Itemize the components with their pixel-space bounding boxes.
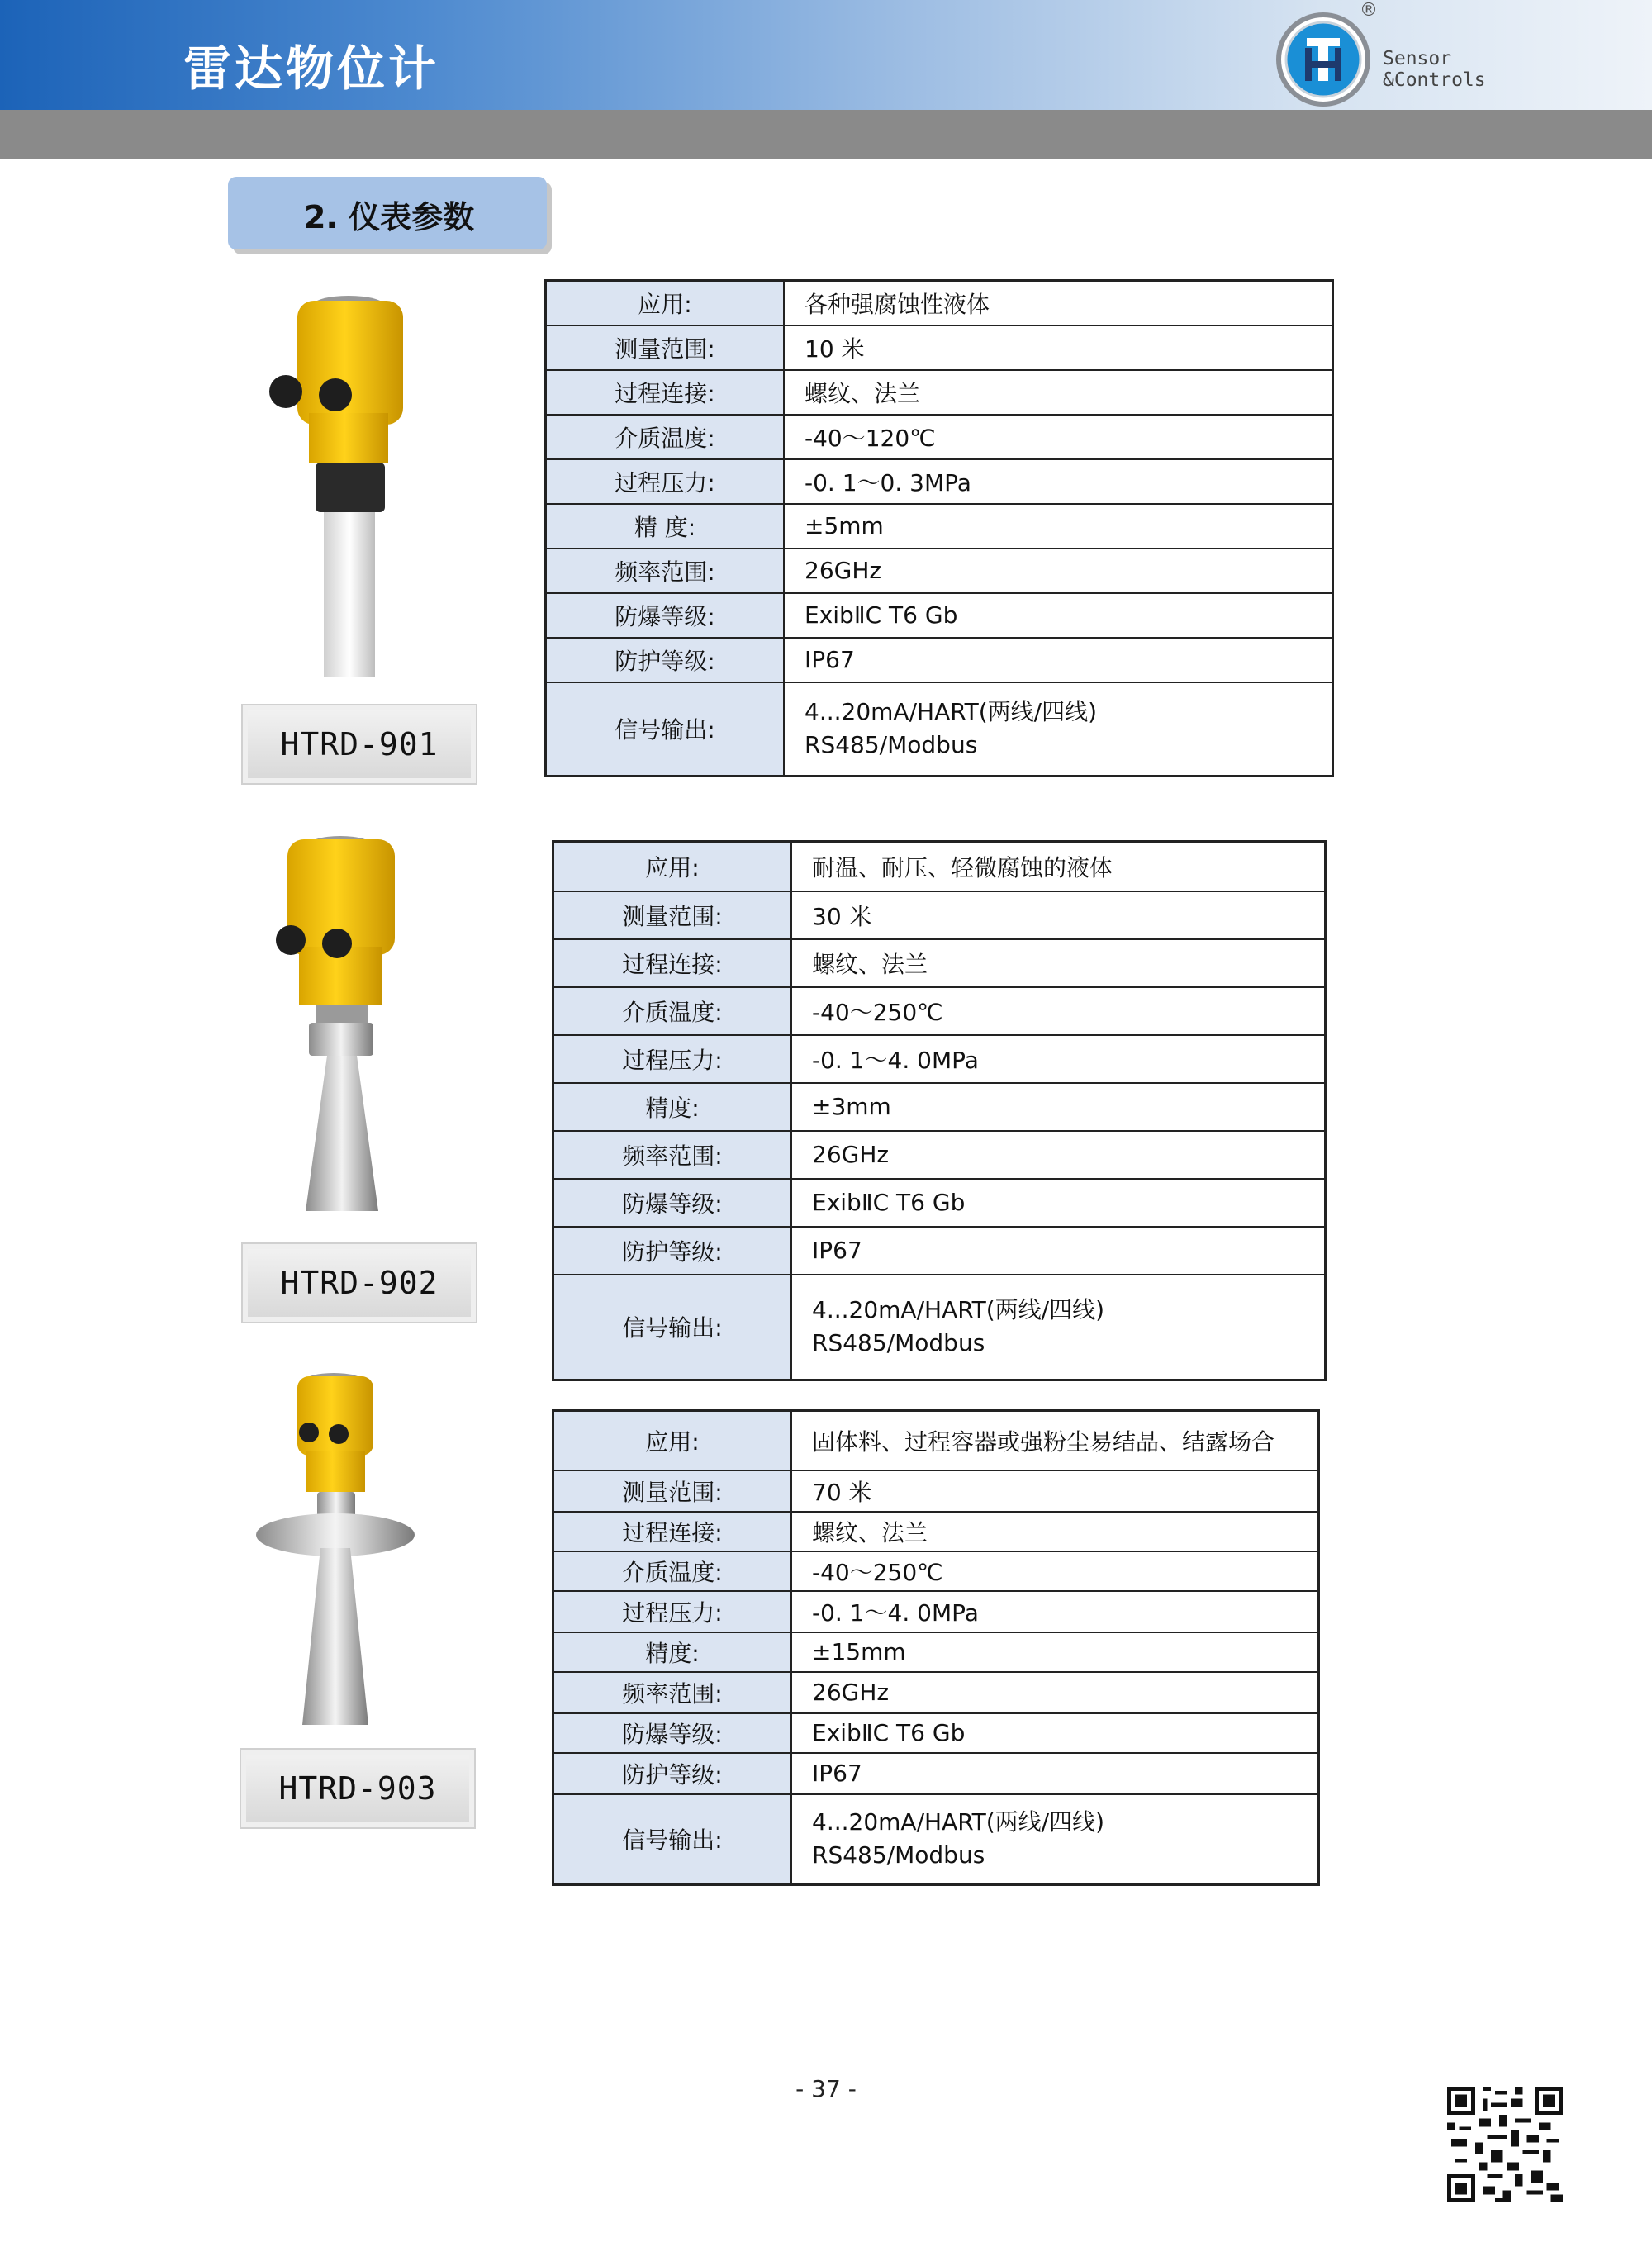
signal-output-line-1: 4...20mA/HART(两线/四线): [805, 698, 1098, 726]
spec-value: -0. 1～4. 0MPa: [791, 1591, 1319, 1632]
spec-label: 应用:: [553, 1411, 792, 1470]
table-row: [553, 1551, 1319, 1591]
spec-label: 防护等级:: [553, 1753, 792, 1794]
spec-value: -40～120℃: [784, 415, 1333, 459]
spec-label: 信号输出:: [553, 1275, 792, 1380]
table-row: [553, 1275, 1326, 1380]
section-heading: [228, 177, 547, 249]
spec-label: 应用:: [546, 281, 785, 325]
spec-label: 防爆等级:: [553, 1179, 792, 1227]
spec-label: 频率范围:: [553, 1672, 792, 1713]
table-row: [553, 1753, 1319, 1794]
table-row: [546, 593, 1333, 638]
spec-label: 信号输出:: [553, 1794, 792, 1885]
spec-label: 防爆等级:: [546, 593, 785, 638]
radar-sensor-903-image: [248, 1371, 421, 1731]
spec-value: 各种强腐蚀性液体: [784, 281, 1333, 325]
table-row: [546, 325, 1333, 370]
table-row: [553, 1035, 1326, 1083]
spec-value: 螺纹、法兰: [784, 370, 1333, 415]
brand-line-1: Sensor: [1383, 48, 1452, 69]
spec-value: [791, 1794, 1319, 1885]
table-row: [546, 638, 1333, 682]
signal-output-line-1: 4...20mA/HART(两线/四线): [812, 1808, 1105, 1836]
brand-line-2: &Controls: [1383, 69, 1486, 91]
page-number: - 37 -: [795, 2075, 857, 2102]
table-row: [553, 1632, 1319, 1672]
spec-value: 10 米: [784, 325, 1333, 370]
spec-value: IP67: [791, 1753, 1319, 1794]
spec-value: -0. 1～4. 0MPa: [791, 1035, 1326, 1083]
spec-value: ±5mm: [784, 504, 1333, 549]
spec-label: 过程压力:: [546, 459, 785, 504]
spec-label: 频率范围:: [553, 1131, 792, 1179]
model-label-903: HTRD-903: [241, 1750, 474, 1827]
spec-table-901: [544, 279, 1334, 777]
table-row: [553, 1227, 1326, 1275]
table-row: [553, 1713, 1319, 1753]
table-row: [546, 549, 1333, 593]
radar-sensor-901-image: [248, 289, 430, 686]
spec-table-902: [552, 840, 1327, 1381]
registered-mark: ®: [1360, 0, 1378, 21]
table-row: [546, 504, 1333, 549]
spec-value: ±3mm: [791, 1083, 1326, 1131]
spec-label: 介质温度:: [553, 987, 792, 1035]
table-row: [546, 370, 1333, 415]
spec-label: 过程连接:: [546, 370, 785, 415]
spec-label: 应用:: [553, 842, 792, 891]
brand-name: [1383, 48, 1486, 91]
spec-label: 过程连接:: [553, 939, 792, 987]
table-row: [553, 1794, 1319, 1885]
spec-table-903: [552, 1409, 1320, 1886]
spec-value: 26GHz: [791, 1131, 1326, 1179]
table-row: [553, 1083, 1326, 1131]
spec-label: 介质温度:: [546, 415, 785, 459]
table-row: [553, 939, 1326, 987]
spec-label: 防爆等级:: [553, 1713, 792, 1753]
table-row: [546, 281, 1333, 325]
table-row: [553, 1131, 1326, 1179]
spec-value: -40～250℃: [791, 1551, 1319, 1591]
spec-value: -0. 1～0. 3MPa: [784, 459, 1333, 504]
table-row: [553, 842, 1326, 891]
table-row: [553, 1591, 1319, 1632]
spec-value: 耐温、耐压、轻微腐蚀的液体: [791, 842, 1326, 891]
signal-output-line-1: 4...20mA/HART(两线/四线): [812, 1296, 1105, 1324]
table-row: [546, 682, 1333, 777]
page-title: 雷达物位计: [183, 40, 440, 97]
table-row: [546, 415, 1333, 459]
spec-label: 精度:: [553, 1083, 792, 1131]
spec-value: 26GHz: [791, 1672, 1319, 1713]
spec-value: ExibⅡC T6 Gb: [791, 1179, 1326, 1227]
spec-value: [791, 1275, 1326, 1380]
table-row: [553, 1179, 1326, 1227]
table-row: [553, 1470, 1319, 1512]
model-label-901: HTRD-901: [243, 705, 476, 783]
spec-value: -40～250℃: [791, 987, 1326, 1035]
spec-label: 测量范围:: [553, 891, 792, 939]
section-title: 2. 仪表参数: [304, 199, 475, 235]
spec-label: 过程连接:: [553, 1512, 792, 1551]
spec-label: 信号输出:: [546, 682, 785, 777]
spec-label: 测量范围:: [546, 325, 785, 370]
spec-label: 介质温度:: [553, 1551, 792, 1591]
spec-value: [784, 682, 1333, 777]
spec-label: 精度:: [553, 1632, 792, 1672]
spec-value: 螺纹、法兰: [791, 1512, 1319, 1551]
spec-label: 精 度:: [546, 504, 785, 549]
spec-value: 30 米: [791, 891, 1326, 939]
radar-sensor-902-image: [261, 831, 410, 1224]
company-logo-icon: [1275, 12, 1371, 107]
spec-label: 防护等级:: [553, 1227, 792, 1275]
spec-label: 过程压力:: [553, 1591, 792, 1632]
header-divider-band: [0, 110, 1652, 159]
spec-value: 26GHz: [784, 549, 1333, 593]
spec-value: ExibⅡC T6 Gb: [784, 593, 1333, 638]
table-row: [553, 891, 1326, 939]
table-row: [553, 1411, 1319, 1470]
spec-value: 螺纹、法兰: [791, 939, 1326, 987]
spec-value: ExibⅡC T6 Gb: [791, 1713, 1319, 1753]
spec-label: 频率范围:: [546, 549, 785, 593]
spec-value: 固体料、过程容器或强粉尘易结晶、结露场合: [791, 1411, 1319, 1470]
signal-output-line-2: RS485/Modbus: [812, 1329, 985, 1357]
spec-label: 过程压力:: [553, 1035, 792, 1083]
spec-value: IP67: [784, 638, 1333, 682]
table-row: [546, 459, 1333, 504]
signal-output-line-2: RS485/Modbus: [812, 1841, 985, 1869]
spec-label: 测量范围:: [553, 1470, 792, 1512]
table-row: [553, 1672, 1319, 1713]
table-row: [553, 1512, 1319, 1551]
spec-label: 防护等级:: [546, 638, 785, 682]
table-row: [553, 987, 1326, 1035]
qr-code-icon: [1447, 2087, 1563, 2202]
model-label-902: HTRD-902: [243, 1244, 476, 1322]
signal-output-line-2: RS485/Modbus: [805, 731, 978, 759]
spec-value: IP67: [791, 1227, 1326, 1275]
spec-value: ±15mm: [791, 1632, 1319, 1672]
spec-value: 70 米: [791, 1470, 1319, 1512]
